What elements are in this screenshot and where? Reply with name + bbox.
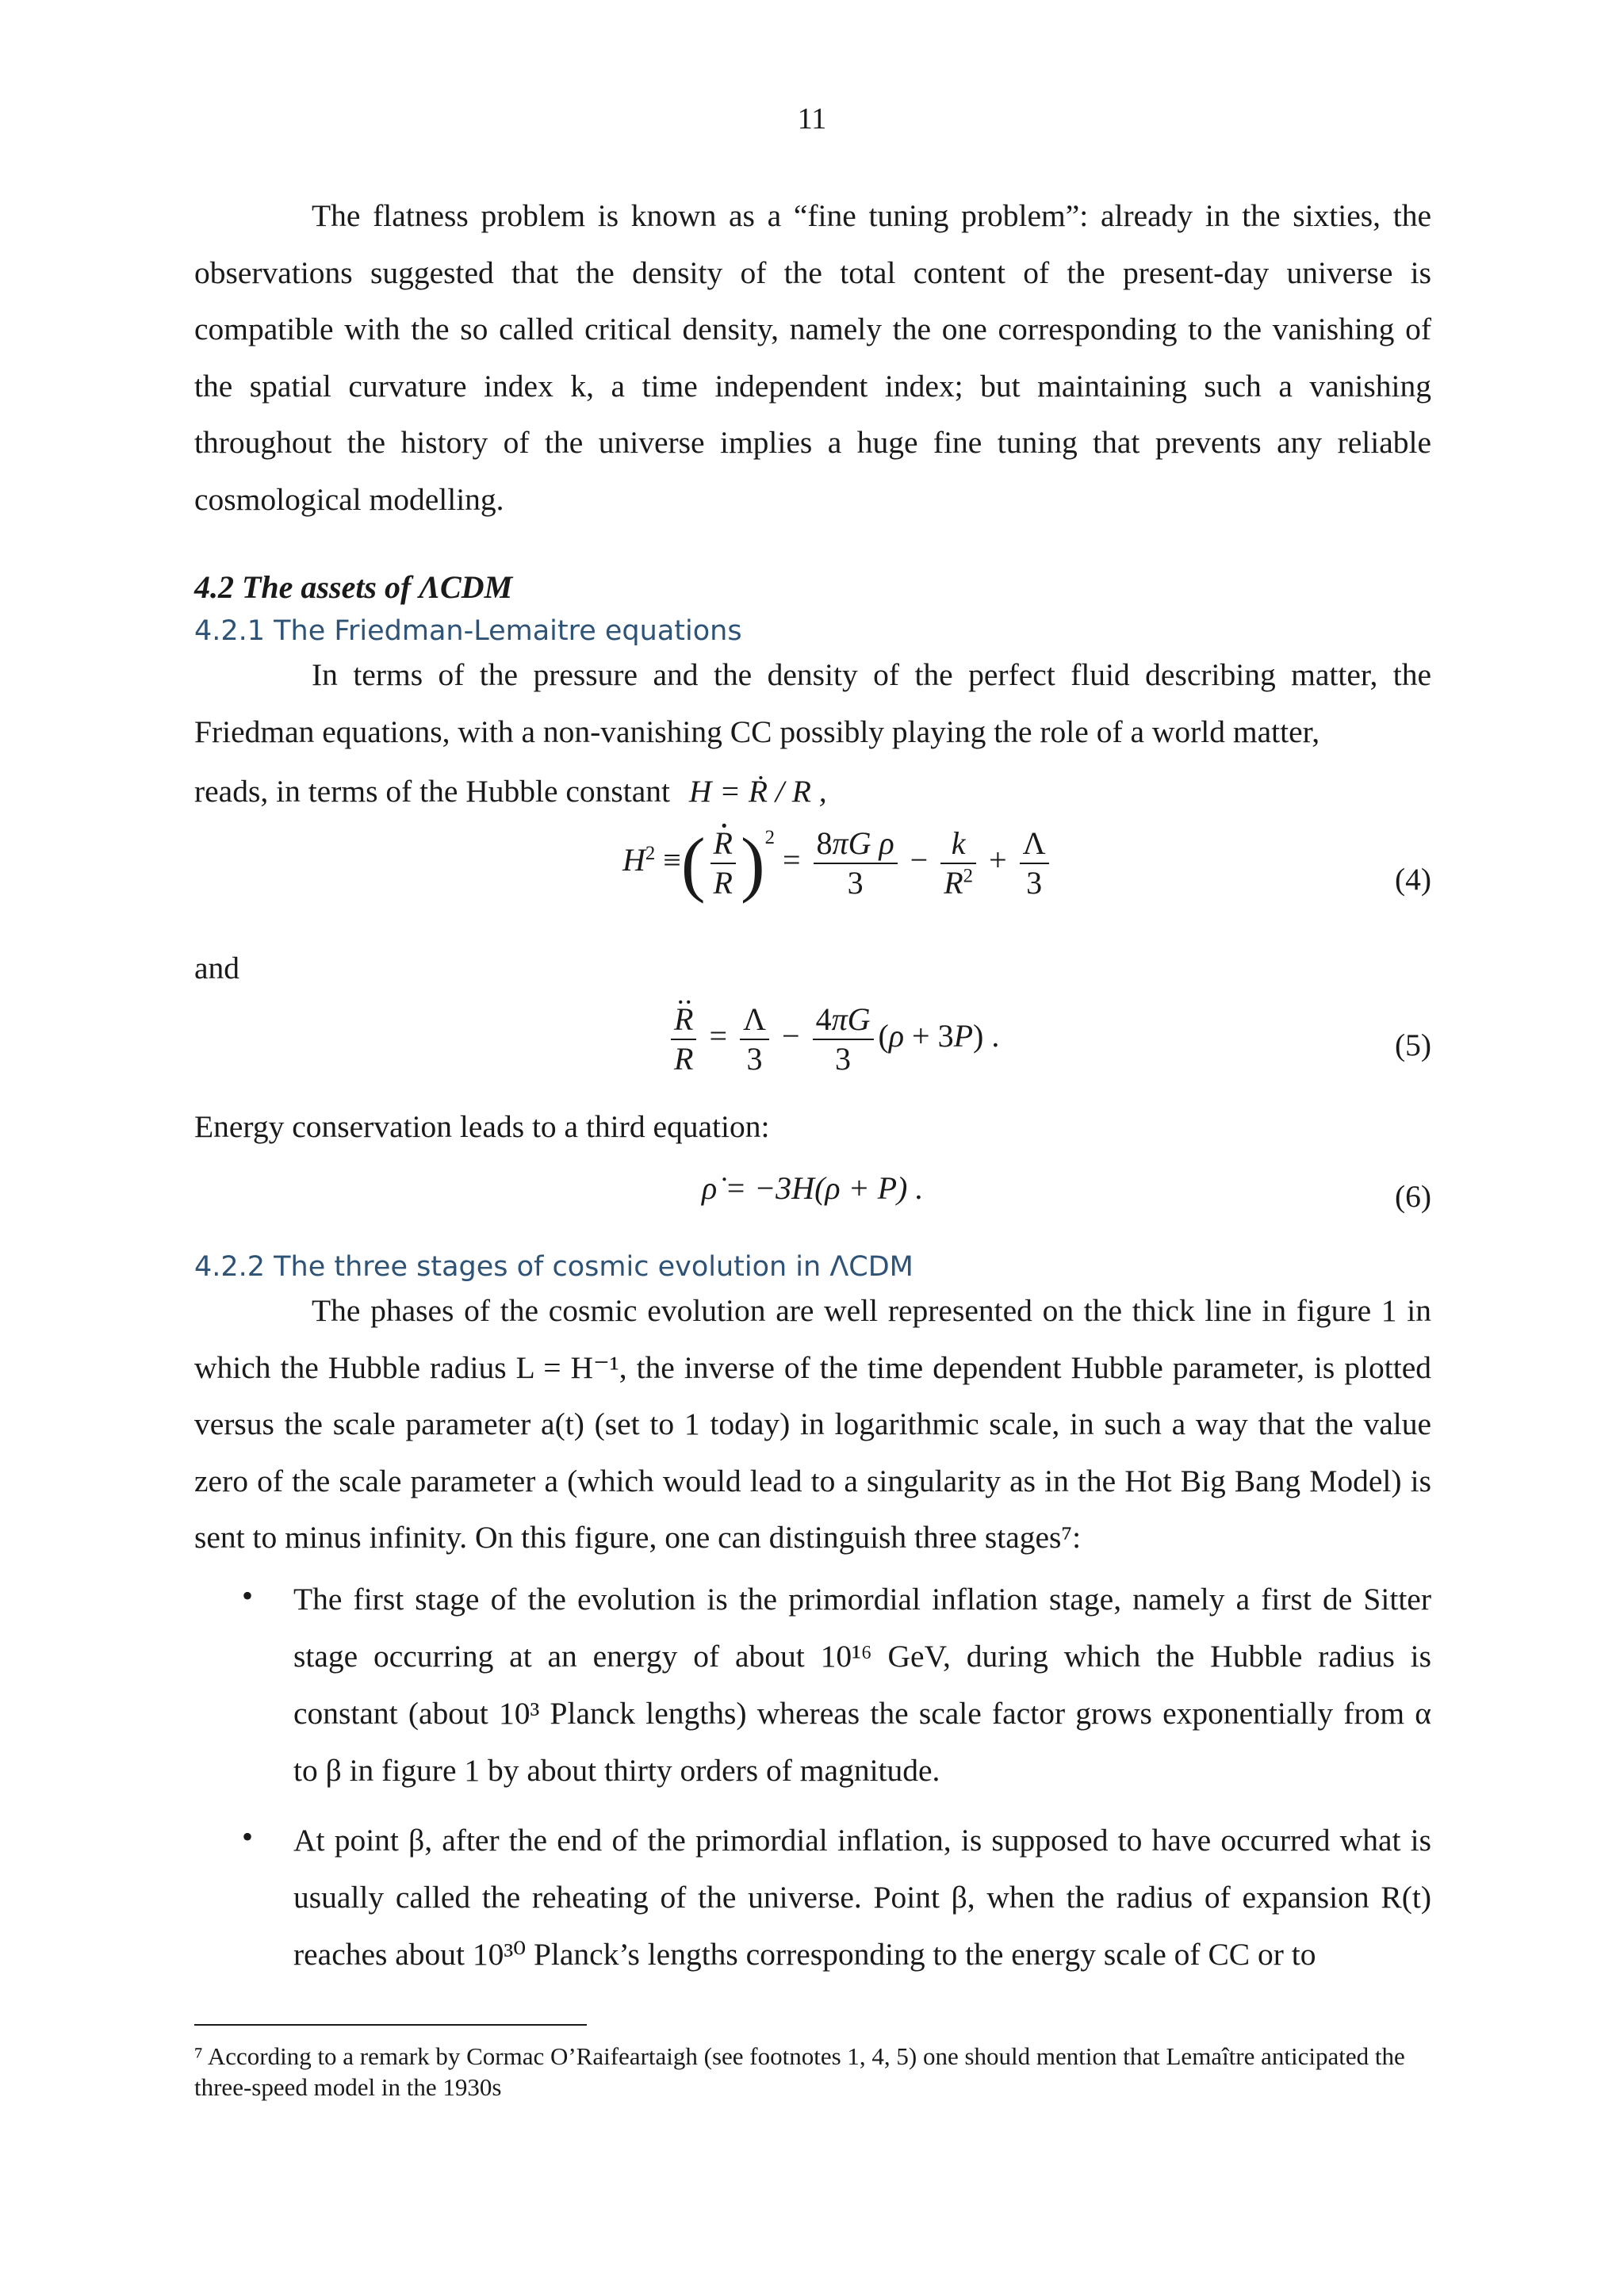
bullet-marker-2: • (242, 1819, 254, 1854)
equation-5: $\frac{R \cdot\cdot}{R}$ = $\frac{\Lambda}{3}$ − $\frac{4\pi G}{3}$ (ρ + 3P) . (666, 1001, 999, 1078)
subsection-heading-stages: 4.2.2 The three stages of cosmic evolution in ΛCDM (194, 1251, 914, 1283)
equation-6-number: (6) (1394, 1179, 1431, 1214)
equation-5-number: (5) (1394, 1027, 1431, 1062)
paragraph-friedman-line3 (194, 773, 827, 809)
equation-4-number: (4) (1394, 862, 1431, 897)
hubble-lead-text: reads, in terms of the Hubble constant (194, 774, 671, 809)
footnote-separator (194, 2024, 587, 2026)
section-heading: 4.2 The assets of ΛCDM (194, 569, 513, 605)
equation-6: ρ̇ = −3H(ρ + P) . (702, 1170, 924, 1206)
paragraph-stages: The phases of the cosmic evolution are well represented on the thick line in figure 1 in which the Hubble radius L = H⁻¹, the inverse of the time dependent Hubble parameter, is plotted versus the scale parameter a(t) (set to 1 today) in logarithmic scale, in such a way that the value zero of the scale parameter a (which would lead to a singularity as in the Hot Big Bang Model) is sent to minus infinity. On this figure, one can distinguish three stages⁷: (194, 1293, 1431, 1555)
paragraph-flatness: The flatness problem is known as a “fine tuning problem”: already in the sixties, the observations suggested that the density of the total content of the present-day universe is compatible with the so called critical density, namely the one corresponding to the vanishing of the spatial curvature index k, a time independent index; but maintaining such a vanishing throughout the history of the universe implies a huge fine tuning that prevents any reliable cosmological modelling. (194, 198, 1431, 517)
bullet-marker-1: • (242, 1578, 254, 1613)
paragraph-friedman: In terms of the pressure and the density of the perfect fluid describing matter, the Friedman equations, with a non-vanishing CC possibly playing the role of a world matter, (194, 657, 1431, 749)
subsection-heading-friedman: 4.2.1 The Friedman-Lemaitre equations (194, 615, 742, 647)
page-number: 11 (797, 102, 827, 136)
hubble-inline-equation: H = Ṙ / R , (688, 774, 827, 809)
footnote-7: ⁷ According to a remark by Cormac O’Raifeartaigh (see footnotes 1, 4, 5) one should mention that Lemaître anticipated the three-speed model in the 1930s (194, 2042, 1405, 2101)
energy-conservation-text: Energy conservation leads to a third equation: (194, 1109, 770, 1144)
equation-4: $H^2$ ≡( $\frac{R \cdot}{R}$ )$^2$ = $\frac{\text{8πG ρ}}{3}$ − $\frac{k}{R^2}$ + $\frac{\Lambda}{3}$ (622, 825, 1054, 902)
and-text: and (194, 951, 240, 985)
bullet-reheating: At point β, after the end of the primordial inflation, is supposed to have occurred what is usually called the reheating of the universe. Point β, when the radius of expansion R(t) reaches about 10³⁰ Planck’s lengths corresponding to the energy scale of CC or to (293, 1823, 1431, 1972)
bullet-primordial-inflation: The first stage of the evolution is the primordial inflation stage, namely a first de Sitter stage occurring at an energy of about 10¹⁶ GeV, during which the Hubble radius is constant (about 10³ Planck lengths) whereas the scale factor grows exponentially from α to β in figure 1 by about thirty orders of magnitude. (293, 1582, 1431, 1788)
